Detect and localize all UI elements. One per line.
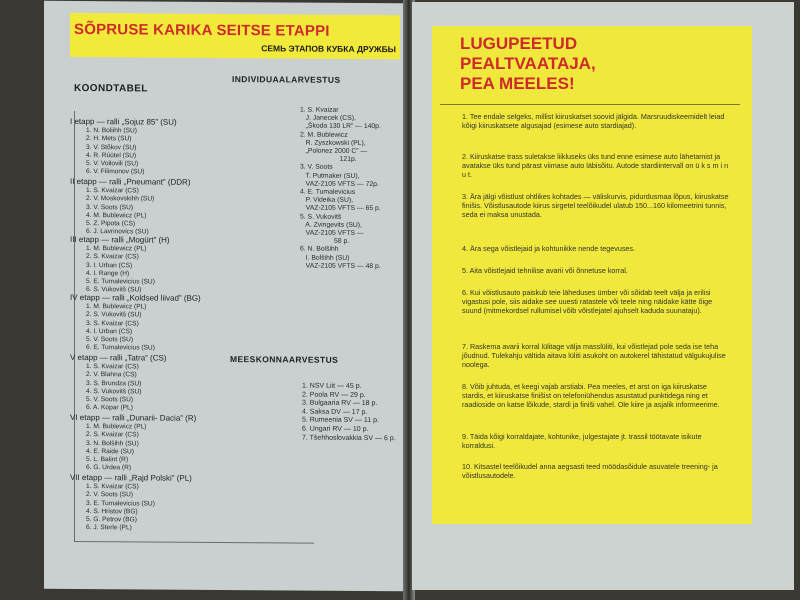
stage-results: 1. M. Bublewicz (PL) 2. S. Kvaizar (CS) 3. N. Bolšihh (SU) 4. E. Raide (SU) 5. L. Balint (R) 6. G. Urdea (R)	[86, 423, 147, 472]
stage-title: IV etapp — ralli „Koldsed liivad” (BG)	[70, 292, 201, 303]
notice-box	[432, 26, 752, 524]
notice-item: 8. Võib juhtuda, et keegi vajab arstiabi. Pea meeles, et arst on iga kiiruskatse stardis, et kiiruskatse finišist on telefoniühendus asustatud punktidega ning et raadioside on katse lõikude, stardi ja finiši vahel. Ole kiire ja asjalik informeerime.	[462, 382, 720, 409]
stage-title: I etapp — ralli „Sojuz 85” (SU)	[70, 116, 177, 127]
notice-item: 10. Kitsastel teelõikudel anna aegsasti teed möödasõidule asuvatele treening- ja võistlusautodele.	[462, 462, 718, 480]
notice-item: 1. Tee endale selgeks, millist kiiruskatset soovid jälgida. Marsruudiskeemidelt leiad kõigi kiiruskatsete algusajad (esimese auto stardiajad).	[462, 112, 725, 130]
koondtabel-heading: KOONDTABEL	[74, 82, 148, 95]
individual-heading: INDIVIDUAALARVESTUS	[232, 74, 341, 85]
stage-results: 1. M. Bublewicz (PL) 2. S. Kvaizar (CS) 3. I. Urban (CS) 4. I. Range (H) 5. E. Tumalevicius (SU) 6. S. Vukovitš (SU)	[86, 245, 155, 294]
notice-item: 3. Ära jälgi võistlust ohtlikes kohtades — väliskurvis, pidurdusmaa lõpus, kiiruskatse finišis. Võistlusautode kiirus sirgetel teelõikudel ulatub 150...160 kilomeetrini tunnis, seda ei maksa unustada.	[462, 192, 729, 219]
stage-results: 1. S. Kvaizar (CS) 2. V. Blahna (CS) 3. S. Brundza (SU) 4. S. Vukovitš (SU) 5. V. Soots (SU) 6. A. Kopar (PL)	[86, 363, 142, 412]
notice-item: 7. Raskema avarii korral lülitage välja masslüliti, kui võistlejad pole seda ise teha jõudnud. Tulekahju vältida aitava lüliti asukoht on autokerel tähistatud välgukujulise noolega.	[462, 342, 726, 369]
stage-title: VII etapp — ralli „Rajd Polski” (PL)	[70, 472, 192, 483]
notice-item: 9. Täida kõigi korraldajate, kohtunike, julgestajate jt. trassil töötavate isikute korraldusi.	[462, 432, 702, 450]
stage-results: 1. N. Boliihh (SU) 2. H. Mets (SU) 3. V. Stõkov (SU) 4. R. Rüütel (SU) 5. V. Voilovili (SU) 6. V. Filimonov (SU)	[86, 127, 145, 176]
team-heading: MEESKONNAARVESTUS	[230, 354, 339, 365]
notice-item: 4. Ära sega võistlejaid ja kohtunikke nende tegevuses.	[462, 244, 636, 253]
stage-title: II etapp — ralli „Pneumant” (DDR)	[70, 176, 191, 187]
stage-title: VI etapp — ralli „Dunarii- Dacia” (R)	[70, 412, 197, 423]
stage-results: 1. S. Kvaizar (CS) 2. V. Moskovskihh (SU) 3. V. Soots (SU) 4. M. Bublewicz (PL) 5. Z. Pipota (CS) 6. J. Lavrinovics (SU)	[86, 187, 155, 236]
left-page	[44, 1, 406, 592]
notice-item: 5. Aita võistlejaid tehnilise avarii või õnnetuse korral.	[462, 266, 628, 275]
banner-subtitle: СЕМЬ ЭТАПОВ КУБКА ДРУЖБЫ	[261, 43, 396, 55]
banner-title: SÕPRUSE KARIKA SEITSE ETAPPI	[74, 20, 330, 40]
notice-divider	[440, 104, 740, 105]
notice-title: LUGUPEETUD PEALTVAATAJA, PEA MEELES!	[460, 34, 596, 93]
right-page	[412, 2, 794, 590]
stage-results: 1. M. Bublewicz (PL) 2. S. Vukovitš (SU) 3. S. Kvaizar (CS) 4. I. Urban (CS) 5. V. Soots (SU) 6. E. Tumalevicius (SU)	[86, 303, 155, 352]
bottom-rule	[74, 541, 314, 544]
notice-item: 2. Kiiruskatse trass suletakse liikluseks üks tund enne esimese auto lähetamist ja avatakse üks tund pärast viimase auto läbisõitu. Autode stardiintervall on ü k s m i n u t.	[462, 152, 729, 179]
header-banner	[70, 13, 400, 59]
notice-item: 6. Kui võistlusauto paiskub teie läheduses ümber või sõidab teelt välja ja erilisi vigastusi pole, siis aidake see uuesti ratastele või teele ning näidake kätte õige suund (mitmekordsel rullumisel võib võistlejatel ajuhselt kaduda suunataju).	[462, 288, 713, 315]
stage-title: III etapp — ralli „Mogürt” (H)	[70, 234, 170, 245]
team-results: 1. NSV Liit — 45 p. 2. Poola RV — 29 p. 3. Bulgaaria RV — 18 p. 4. Saksa DV — 17 p. 5. Rumeenia SV — 11 p. 6. Ungari RV — 10 p. 7. Tšehhoslovakkia SV — 6 p.	[302, 382, 396, 442]
stage-results: 1. S. Kvaizar (CS) 2. V. Soots (SU) 3. E. Tumalevicius (SU) 4. S. Hristov (BG) 5. G. Petrov (BG) 6. J. Sterle (PL)	[86, 483, 155, 532]
individual-results: 1. S. Kvaizar J. Janecek (CS), „Škoda 130 LR” — 140p. 2. M. Bublewicz R. Zyszkowski (PL), „Polonez 2000 C” — 121p. 3. V. Soots T. Putmaker (SU), VAZ-2105 VFTS — 72p. 4. E. Tumalevicius P. Videika (SU), VAZ-2105 VFTS — 65 p. 5. S. Vukovitš A. Zvingevits (SU), VAZ-2105 VFTS — 58 p. 6. N. Bolšihh I. Bolšihh (SU) VAZ-2105 VFTS — 48 p.	[300, 106, 381, 270]
stage-title: V etapp — ralli „Tatra” (CS)	[70, 352, 167, 363]
